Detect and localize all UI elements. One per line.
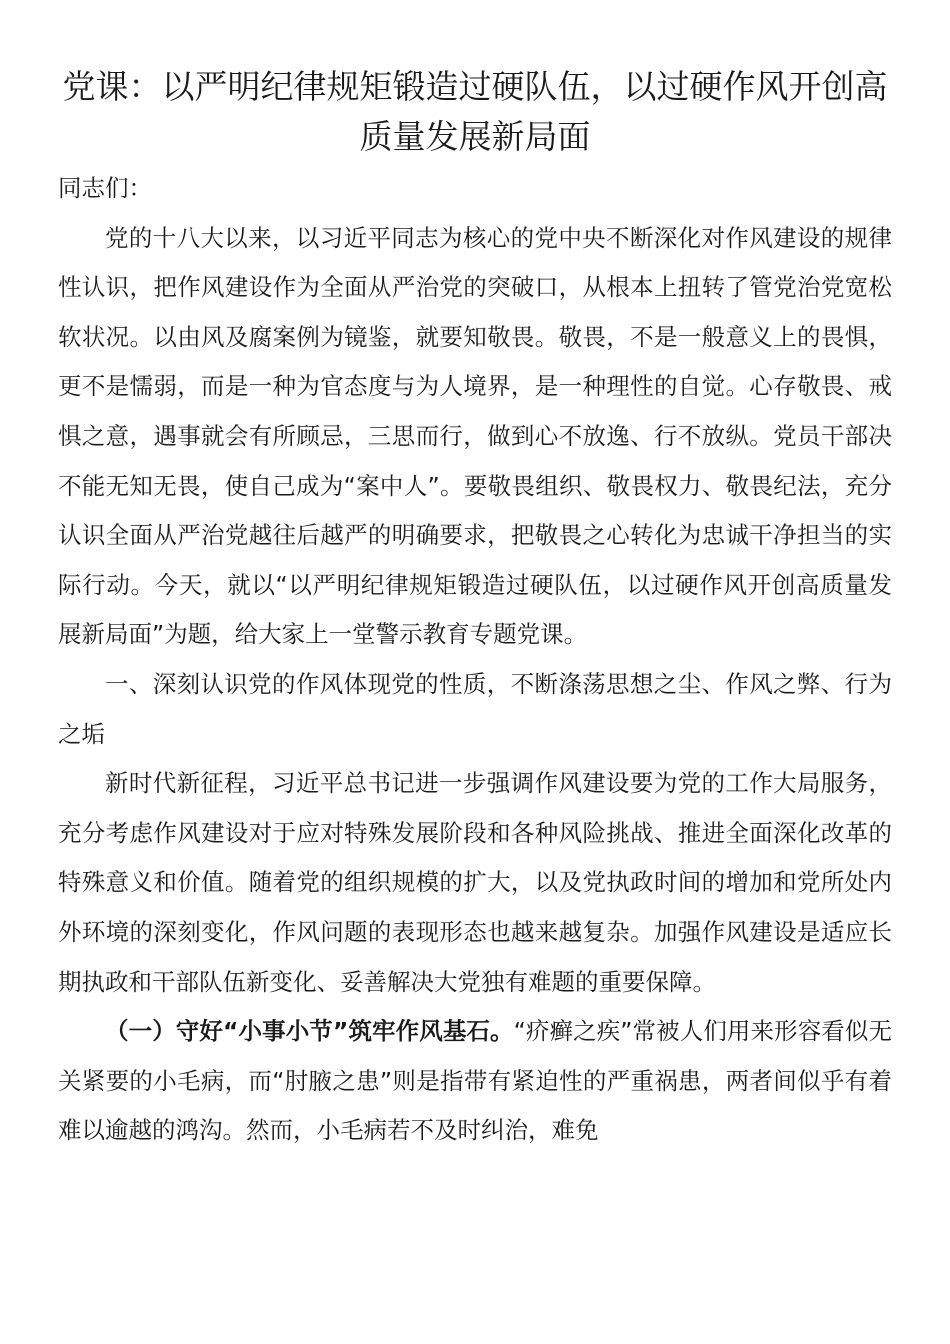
- salutation: 同志们：: [58, 174, 152, 202]
- subsection-paragraph: [58, 1007, 892, 1156]
- document-page: [58, 62, 892, 1156]
- subsection-body: “疥癣之疾”常被人们用来形容看似无关紧要的小毛病，而“肘腋之患”则是指带有紧迫性的严重祸患，两者间似乎有着难以逾越的鸿沟。然而，小毛病若不及时纠治，难免: [58, 1017, 893, 1145]
- section-heading: 一、深刻认识党的作风体现党的性质，不断涤荡思想之尘、作风之弊、行为之垢: [58, 669, 892, 748]
- intro-paragraph: 党的十八大以来，以习近平同志为核心的党中央不断深化对作风建设的规律性认识，把作风建设作为全面从严治党的突破口，从根本上扭转了管党治党宽松软状况。以由风及腐案例为镜鉴，就要知敬畏。敬畏，不是一般意义上的畏惧，更不是懦弱，而是一种为官态度与为人境界，是一种理性的自觉。心存敬畏、戒惧之意，遇事就会有所顾忌，三思而行，做到心不放逸、行不放纵。党员干部决不能无知无畏，使自己成为“案中人”。要敬畏组织、敬畏权力、敬畏纪法，充分认识全面从严治党越往后越严的明确要求，把敬畏之心转化为忠诚干净担当的实际行动。今天，就以“以严明纪律规矩锻造过硬队伍，以过硬作风开创高质量发展新局面”为题，给大家上一堂警示教育专题党课。: [58, 223, 892, 649]
- subsection-heading: （一）守好“小事小节”筑牢作风基石。: [105, 1017, 514, 1046]
- section-paragraph: 新时代新征程，习近平总书记进一步强调作风建设要为党的工作大局服务，充分考虑作风建设对于应对特殊发展阶段和各种风险挑战、推进全面深化改革的特殊意义和价值。随着党的组织规模的扩大，以及党执政时间的增加和党所处内外环境的深刻变化，作风问题的表现形态也越来越复杂。加强作风建设是适应长期执政和干部队伍新变化、妥善解决大党独有难题的重要保障。: [58, 769, 892, 996]
- document-title: 党课：以严明纪律规矩锻造过硬队伍，以过硬作风开创高质量发展新局面: [62, 67, 888, 156]
